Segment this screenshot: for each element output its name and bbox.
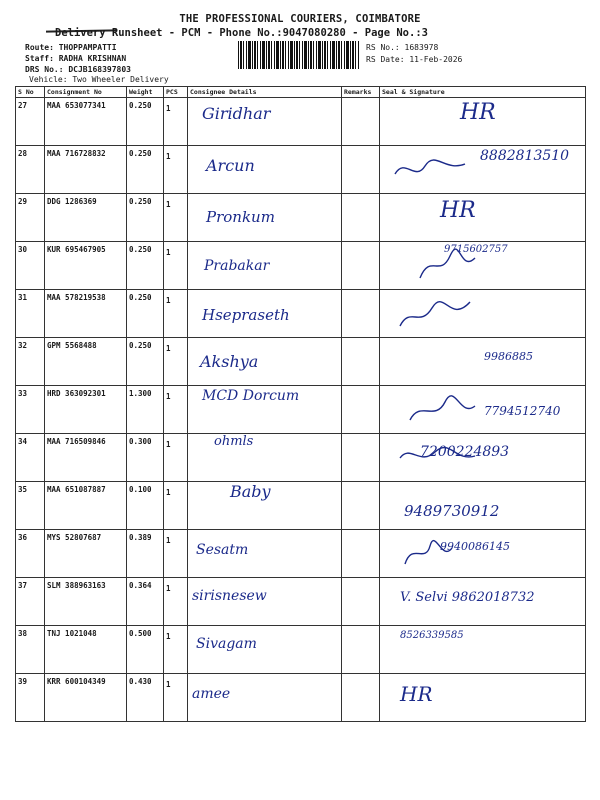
company-name: THE PROFESSIONAL COURIERS, COIMBATORE	[179, 13, 421, 25]
weight-cell: 0.250	[127, 242, 164, 290]
sno-cell: 39	[16, 674, 45, 722]
signature-cell	[380, 242, 586, 290]
signature-handwriting: 9489730912	[404, 502, 500, 520]
consignee-cell	[188, 674, 342, 722]
remarks-cell	[342, 146, 380, 194]
consignee-handwriting: Hsepraseth	[202, 306, 290, 324]
col-pcs: PCS	[164, 87, 188, 98]
weight-cell: 1.300	[127, 386, 164, 434]
table-row	[16, 146, 586, 194]
pcs-cell: 1	[164, 290, 188, 338]
consignee-cell	[188, 242, 342, 290]
consignment-cell: KRR 600104349	[45, 674, 127, 722]
consignment-cell: KUR 695467905	[45, 242, 127, 290]
signature-cell	[380, 578, 586, 626]
consignee-handwriting: sirisnesew	[192, 588, 267, 604]
weight-cell: 0.250	[127, 194, 164, 242]
remarks-cell	[342, 386, 380, 434]
consignee-cell	[188, 338, 342, 386]
route-line	[25, 43, 117, 52]
sno-cell: 35	[16, 482, 45, 530]
table-row	[16, 98, 586, 146]
consignee-handwriting: Pronkum	[206, 208, 275, 226]
col-sno: S No	[16, 87, 45, 98]
pcs-cell: 1	[164, 434, 188, 482]
sno-cell: 33	[16, 386, 45, 434]
col-consignee: Consignee Details	[188, 87, 342, 98]
route-value: THOPPAMPATTI	[58, 43, 117, 52]
weight-cell: 0.364	[127, 578, 164, 626]
table-row	[16, 242, 586, 290]
pcs-cell: 1	[164, 146, 188, 194]
signature-cell	[380, 386, 586, 434]
vehicle-value: Two Wheeler Delivery	[72, 75, 169, 84]
consignee-handwriting: Sesatm	[196, 542, 249, 558]
consignee-cell	[188, 290, 342, 338]
pcs-cell: 1	[164, 626, 188, 674]
remarks-cell	[342, 626, 380, 674]
staff-label: Staff:	[25, 54, 54, 63]
consignee-handwriting: Baby	[230, 482, 271, 501]
consignment-cell: TNJ 1021048	[45, 626, 127, 674]
sno-cell: 38	[16, 626, 45, 674]
consignee-cell	[188, 194, 342, 242]
sno-cell: 28	[16, 146, 45, 194]
signature-scribble-icon	[390, 392, 480, 428]
consignment-cell: DDG 1286369	[45, 194, 127, 242]
signature-handwriting: 8526339585	[400, 630, 464, 641]
signature-cell	[380, 626, 586, 674]
signature-handwriting: HR	[440, 198, 476, 223]
table-row	[16, 626, 586, 674]
remarks-cell	[342, 338, 380, 386]
table-header	[16, 87, 586, 98]
signature-handwriting: HR	[400, 682, 433, 706]
remarks-cell	[342, 434, 380, 482]
remarks-cell	[342, 530, 380, 578]
consignment-cell: HRD 363092301	[45, 386, 127, 434]
pcs-cell: 1	[164, 674, 188, 722]
table-row	[16, 482, 586, 530]
signature-handwriting: 9715602757	[444, 244, 508, 255]
table-row	[16, 290, 586, 338]
col-remarks: Remarks	[342, 87, 380, 98]
signature-handwriting: 9986885	[484, 350, 533, 363]
remarks-cell	[342, 242, 380, 290]
consignment-cell: MAA 578219538	[45, 290, 127, 338]
remarks-cell	[342, 194, 380, 242]
consignee-handwriting: MCD Dorcum	[202, 388, 300, 404]
consignee-cell	[188, 578, 342, 626]
consignee-handwriting: Prabakar	[204, 258, 270, 274]
signature-cell	[380, 482, 586, 530]
consignee-cell	[188, 482, 342, 530]
weight-cell: 0.500	[127, 626, 164, 674]
sno-cell: 34	[16, 434, 45, 482]
table-row	[16, 434, 586, 482]
weight-cell: 0.300	[127, 434, 164, 482]
consignee-cell	[188, 530, 342, 578]
table-row	[16, 674, 586, 722]
weight-cell: 0.250	[127, 338, 164, 386]
weight-cell: 0.100	[127, 482, 164, 530]
rs-date-value: 11-Feb-2026	[409, 55, 463, 64]
consignee-cell	[188, 386, 342, 434]
consignee-handwriting: ohmls	[214, 434, 254, 449]
sno-cell: 29	[16, 194, 45, 242]
consignment-cell: MAA 716728832	[45, 146, 127, 194]
rs-no-value: 1683978	[404, 43, 439, 52]
consignee-handwriting: amee	[192, 686, 231, 702]
staff-value: RADHA KRISHNAN	[58, 54, 127, 63]
consignee-handwriting: Akshya	[200, 352, 259, 371]
weight-cell: 0.430	[127, 674, 164, 722]
signature-cell	[380, 290, 586, 338]
consignment-cell: GPM 5568488	[45, 338, 127, 386]
drs-line	[25, 65, 131, 74]
remarks-cell	[342, 578, 380, 626]
consignee-cell	[188, 146, 342, 194]
consignment-cell: MAA 716509846	[45, 434, 127, 482]
weight-cell: 0.250	[127, 98, 164, 146]
pcs-cell: 1	[164, 194, 188, 242]
table-row	[16, 194, 586, 242]
signature-cell	[380, 98, 586, 146]
consignee-handwriting: Sivagam	[196, 636, 257, 652]
sno-cell: 32	[16, 338, 45, 386]
signature-scribble-icon	[390, 440, 480, 476]
barcode	[238, 41, 360, 69]
consignee-cell	[188, 98, 342, 146]
signature-handwriting: HR	[460, 100, 496, 125]
signature-cell	[380, 530, 586, 578]
remarks-cell	[342, 674, 380, 722]
runsheet-title: Delivery Runsheet - PCM - Phone No.:9047080280 - Page No.:3	[55, 27, 428, 39]
rs-date-line	[366, 55, 462, 64]
signature-scribble-icon	[390, 296, 480, 332]
signature-handwriting: 7794512740	[484, 404, 561, 418]
table-row	[16, 386, 586, 434]
drs-value: DCJB168397803	[68, 65, 131, 74]
signature-cell	[380, 338, 586, 386]
signature-scribble-icon	[390, 248, 480, 284]
consignee-handwriting: Giridhar	[202, 104, 271, 123]
pcs-cell: 1	[164, 386, 188, 434]
weight-cell: 0.389	[127, 530, 164, 578]
remarks-cell	[342, 290, 380, 338]
consignment-cell: MAA 651087887	[45, 482, 127, 530]
signature-handwriting: 8882813510	[480, 148, 570, 164]
signature-cell	[380, 434, 586, 482]
table-row	[16, 578, 586, 626]
pcs-cell: 1	[164, 242, 188, 290]
consignment-cell: MAA 653077341	[45, 98, 127, 146]
remarks-cell	[342, 98, 380, 146]
runsheet-table	[15, 86, 586, 722]
route-label: Route:	[25, 43, 54, 52]
signature-handwriting: 9940086145	[440, 540, 510, 553]
rs-no-label: RS No.:	[366, 43, 400, 52]
remarks-cell	[342, 482, 380, 530]
table-row	[16, 530, 586, 578]
consignee-cell	[188, 626, 342, 674]
sno-cell: 27	[16, 98, 45, 146]
consignee-cell	[188, 434, 342, 482]
col-weight: Weight	[127, 87, 164, 98]
weight-cell: 0.250	[127, 146, 164, 194]
weight-cell: 0.250	[127, 290, 164, 338]
sno-cell: 31	[16, 290, 45, 338]
consignee-handwriting: Arcun	[206, 156, 255, 175]
consignment-cell: MYS 52807687	[45, 530, 127, 578]
signature-cell	[380, 194, 586, 242]
col-consignment: Consignment No	[45, 87, 127, 98]
staff-line	[25, 54, 126, 63]
pcs-cell: 1	[164, 98, 188, 146]
sno-cell: 37	[16, 578, 45, 626]
signature-cell	[380, 146, 586, 194]
signature-handwriting: 7200224893	[420, 444, 510, 460]
vehicle-label: Vehicle:	[29, 75, 68, 84]
drs-label: DRS No.:	[25, 65, 64, 74]
pcs-cell: 1	[164, 530, 188, 578]
pcs-cell: 1	[164, 338, 188, 386]
signature-scribble-icon	[390, 536, 480, 572]
rs-date-label: RS Date:	[366, 55, 405, 64]
signature-cell	[380, 674, 586, 722]
table-row	[16, 338, 586, 386]
consignment-cell: SLM 388963163	[45, 578, 127, 626]
signature-handwriting: V. Selvi 9862018732	[400, 590, 535, 605]
sno-cell: 36	[16, 530, 45, 578]
vehicle-line	[29, 75, 169, 84]
rs-no-line	[366, 43, 438, 52]
sno-cell: 30	[16, 242, 45, 290]
col-signature: Seal & Signature	[380, 87, 586, 98]
pcs-cell: 1	[164, 482, 188, 530]
pcs-cell: 1	[164, 578, 188, 626]
signature-scribble-icon	[390, 152, 480, 188]
